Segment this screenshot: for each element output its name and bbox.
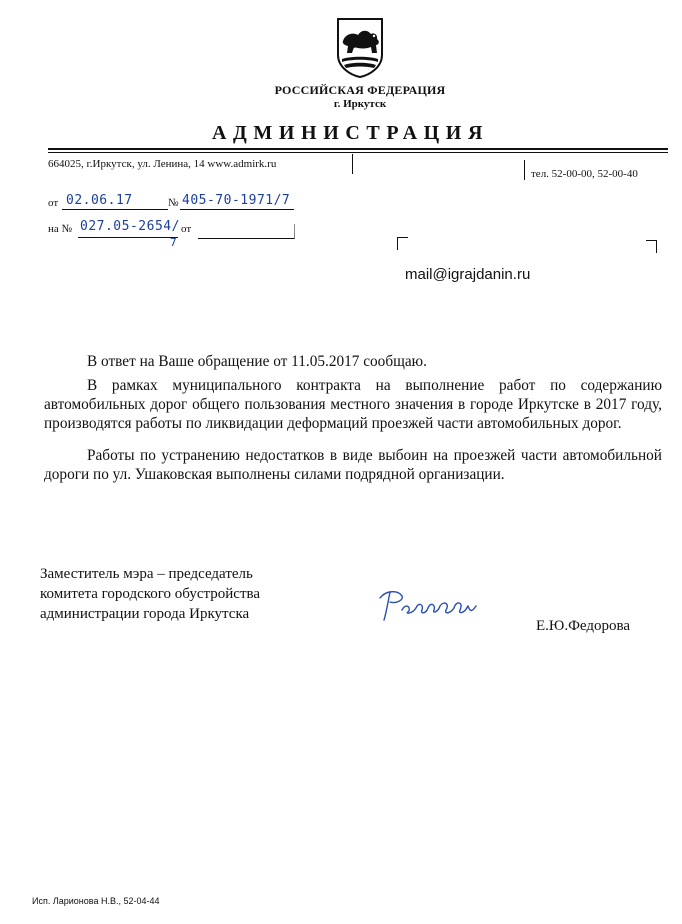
body-paragraph: В ответ на Ваше обращение от 11.05.2017 сообщаю. [87, 353, 427, 370]
body-paragraph: В рамках муниципального контракта на выполнение работ по содержанию автомобильных дорог общего пользования местного значения в городе Иркутске в 2017 году, производятся работы по ликвидации деформаций проезжей части автомобильных дорог. [44, 377, 662, 432]
country-name: РОССИЙСКАЯ ФЕДЕРАЦИЯ [274, 83, 446, 97]
date-label: от [48, 197, 59, 209]
number-underline [180, 209, 294, 210]
reply-number: 027.05-2654/ [80, 219, 180, 234]
executor-line: Исп. Ларионова Н.В., 52-04-44 [32, 896, 160, 906]
reply-number-suffix: 7 [170, 236, 178, 249]
handwritten-signature [372, 584, 482, 628]
date-underline [62, 209, 168, 210]
body-paragraph: Работы по устранению недостатков в виде выбоин на проезжей части автомобильной дороги по ул. Ушаковская выполнены силами подрядной организации. [44, 447, 662, 483]
organization-title: АДМИНИСТРАЦИЯ [212, 122, 489, 144]
phone-divider [524, 160, 525, 180]
phone-line: тел. 52-00-00, 52-00-40 [531, 168, 638, 180]
address-bracket-right [646, 240, 657, 253]
address-divider [352, 154, 353, 174]
header-rule-thick [48, 148, 668, 150]
reply-number-label: на № [48, 223, 73, 235]
reply-date-label: от [181, 223, 192, 235]
address-bracket-left [397, 237, 408, 250]
recipient-email: mail@igrajdanin.ru [405, 266, 531, 283]
city-name: г. Иркутск [333, 98, 387, 110]
signatory-name: Е.Ю.Федорова [536, 618, 631, 634]
letter-date: 02.06.17 [66, 193, 133, 208]
irkutsk-coat-of-arms-icon [334, 15, 386, 79]
number-label: № [168, 197, 179, 209]
reply-date-underline [198, 224, 295, 239]
letter-number: 405-70-1971/7 [182, 193, 291, 208]
address-line: 664025, г.Иркутск, ул. Ленина, 14 www.admirk.ru [48, 158, 277, 170]
header-rule-thin [48, 152, 668, 153]
reply-number-underline [78, 237, 178, 238]
signatory-position: Заместитель мэра – председатель комитета городского обустройства администрации города Иркутска [40, 566, 261, 622]
